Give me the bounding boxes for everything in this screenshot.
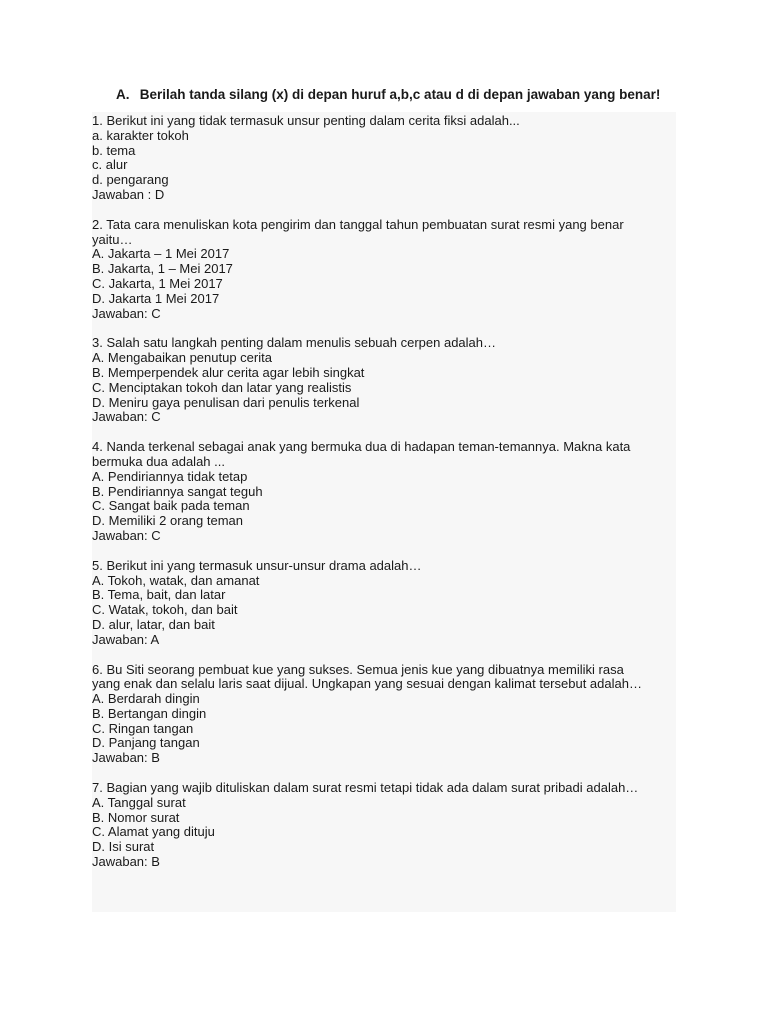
answer-option: A. Tanggal surat — [92, 794, 186, 810]
question-5 — [92, 559, 676, 648]
section-number: A. — [116, 87, 130, 102]
answer-option: a. karakter tokoh — [92, 127, 189, 143]
question-stem-line: bermuka dua adalah ... — [92, 453, 225, 469]
answer-option: A. Berdarah dingin — [92, 691, 200, 707]
question-2 — [92, 218, 676, 322]
answer-option: B. Nomor surat — [92, 809, 180, 825]
answer-option: D. Meniru gaya penulisan dari penulis terkenal — [92, 394, 360, 410]
answer-option: B. Pendiriannya sangat teguh — [92, 483, 263, 499]
answer-option: C. Jakarta, 1 Mei 2017 — [92, 275, 223, 291]
answer-option: A. Pendiriannya tidak tetap — [92, 468, 248, 484]
question-stem-line: 7. Bagian yang wajib dituliskan dalam surat resmi tetapi tidak ada dalam surat pribadi adalah… — [92, 780, 639, 796]
answer-option: D. Isi surat — [92, 839, 155, 855]
answer-option: C. Menciptakan tokoh dan latar yang realistis — [92, 379, 352, 395]
question-7 — [92, 781, 676, 870]
answer-option: A. Jakarta – 1 Mei 2017 — [92, 246, 230, 262]
question-4 — [92, 440, 676, 544]
answer-key: Jawaban: C — [92, 305, 161, 321]
question-6 — [92, 663, 676, 767]
answer-key: Jawaban: B — [92, 854, 160, 870]
question-stem-line: 6. Bu Siti seorang pembuat kue yang sukses. Semua jenis kue yang dibuatnya memiliki rasa — [92, 661, 624, 677]
answer-option: c. alur — [92, 157, 128, 173]
answer-key: Jawaban : D — [92, 186, 165, 202]
question-stem-line: yang enak dan selalu laris saat dijual. Ungkapan yang sesuai dengan kalimat tersebut adalah… — [92, 676, 642, 692]
answer-option: D. alur, latar, dan bait — [92, 616, 215, 632]
question-stem-line: yaitu… — [92, 231, 133, 247]
question-stem-line: 1. Berikut ini yang tidak termasuk unsur penting dalam cerita fiksi adalah... — [92, 113, 520, 128]
question-1 — [92, 114, 676, 203]
answer-option: B. Memperpendek alur cerita agar lebih singkat — [92, 364, 365, 380]
answer-key: Jawaban: A — [92, 631, 160, 647]
question-stem-line: 3. Salah satu langkah penting dalam menulis sebuah cerpen adalah… — [92, 335, 496, 351]
question-stem-line: 5. Berikut ini yang termasuk unsur-unsur drama adalah… — [92, 557, 422, 573]
answer-option: B. Tema, bait, dan latar — [92, 587, 226, 603]
section-heading — [116, 86, 660, 104]
answer-key: Jawaban: C — [92, 409, 161, 425]
answer-option: B. Bertangan dingin — [92, 705, 207, 721]
answer-option: A. Mengabaikan penutup cerita — [92, 350, 272, 366]
answer-option: D. Memiliki 2 orang teman — [92, 513, 243, 529]
answer-key: Jawaban: B — [92, 750, 160, 766]
answer-option: D. Panjang tangan — [92, 735, 200, 751]
answer-option: d. pengarang — [92, 172, 169, 188]
answer-option: C. Watak, tokoh, dan bait — [92, 602, 238, 618]
section-instruction: Berilah tanda silang (x) di depan huruf a,b,c atau d di depan jawaban yang benar! — [139, 87, 661, 102]
answer-option: b. tema — [92, 142, 136, 158]
question-stem-line: 4. Nanda terkenal sebagai anak yang bermuka dua di hadapan teman-temannya. Makna kata — [92, 439, 631, 455]
answer-option: C. Sangat baik pada teman — [92, 498, 250, 514]
answer-option: C. Alamat yang dituju — [92, 824, 215, 840]
question-stem-line: 2. Tata cara menuliskan kota pengirim dan tanggal tahun pembuatan surat resmi yang benar — [92, 216, 624, 232]
question-list — [92, 114, 676, 885]
answer-option: B. Jakarta, 1 – Mei 2017 — [92, 261, 233, 277]
question-3 — [92, 336, 676, 425]
answer-option: D. Jakarta 1 Mei 2017 — [92, 290, 220, 306]
answer-option: A. Tokoh, watak, dan amanat — [92, 572, 260, 588]
answer-key: Jawaban: C — [92, 527, 161, 543]
answer-option: C. Ringan tangan — [92, 720, 194, 736]
